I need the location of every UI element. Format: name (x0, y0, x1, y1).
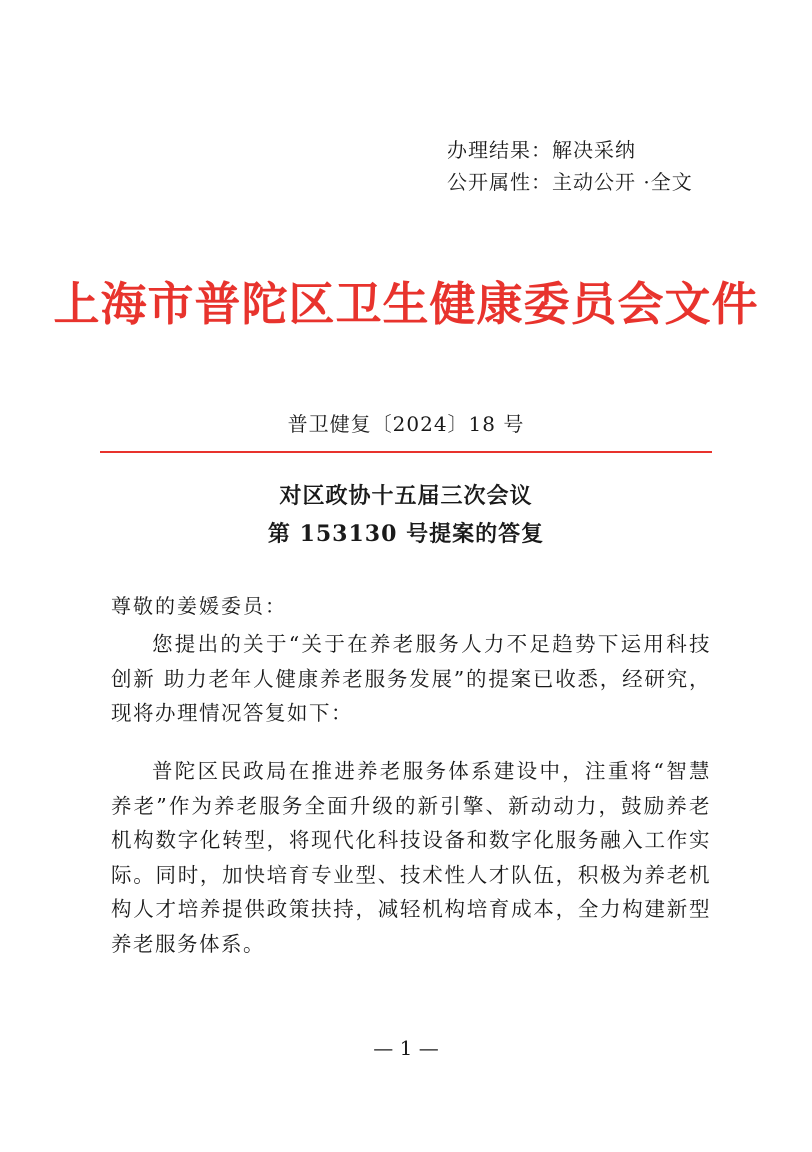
subject-line-2: 第 153130 号提案的答复 (267, 521, 545, 547)
handling-result: 办理结果：解决采纳 (447, 138, 636, 162)
body-paragraph: 普陀区民政局在推进养老服务体系建设中，注重将“智慧养老”作为养老服务全面升级的新引擎、新动动力，鼓励养老机构数字化转型，将现代化科技设备和数字化服务融入工作实际。同时，加快培育专业型、技术性人才队伍，积极为养老机构人才培养提供政策扶持，减轻机构培育成本，全力构建新型养老服务体系。 (111, 759, 711, 956)
subject-line-1: 对区政协十五届三次会议 (279, 483, 533, 509)
red-divider (100, 451, 712, 453)
issuer-title: 上海市普陀区卫生健康委员会文件 (53, 277, 759, 331)
salutation: 尊敬的姜媛委员： (111, 594, 287, 618)
disclosure-attribute: 公开属性：主动公开 ·全文 (447, 170, 693, 194)
document-subject (0, 477, 812, 553)
document-meta (447, 134, 693, 198)
page-number: — 1 — (373, 1036, 439, 1060)
document-number: 普卫健复〔2024〕18 号 (287, 412, 525, 436)
body-paragraph: 您提出的关于“关于在养老服务人力不足趋势下运用科技创新 助力老年人健康养老服务发展”的提案已收悉，经研究，现将办理情况答复如下： (111, 632, 711, 725)
